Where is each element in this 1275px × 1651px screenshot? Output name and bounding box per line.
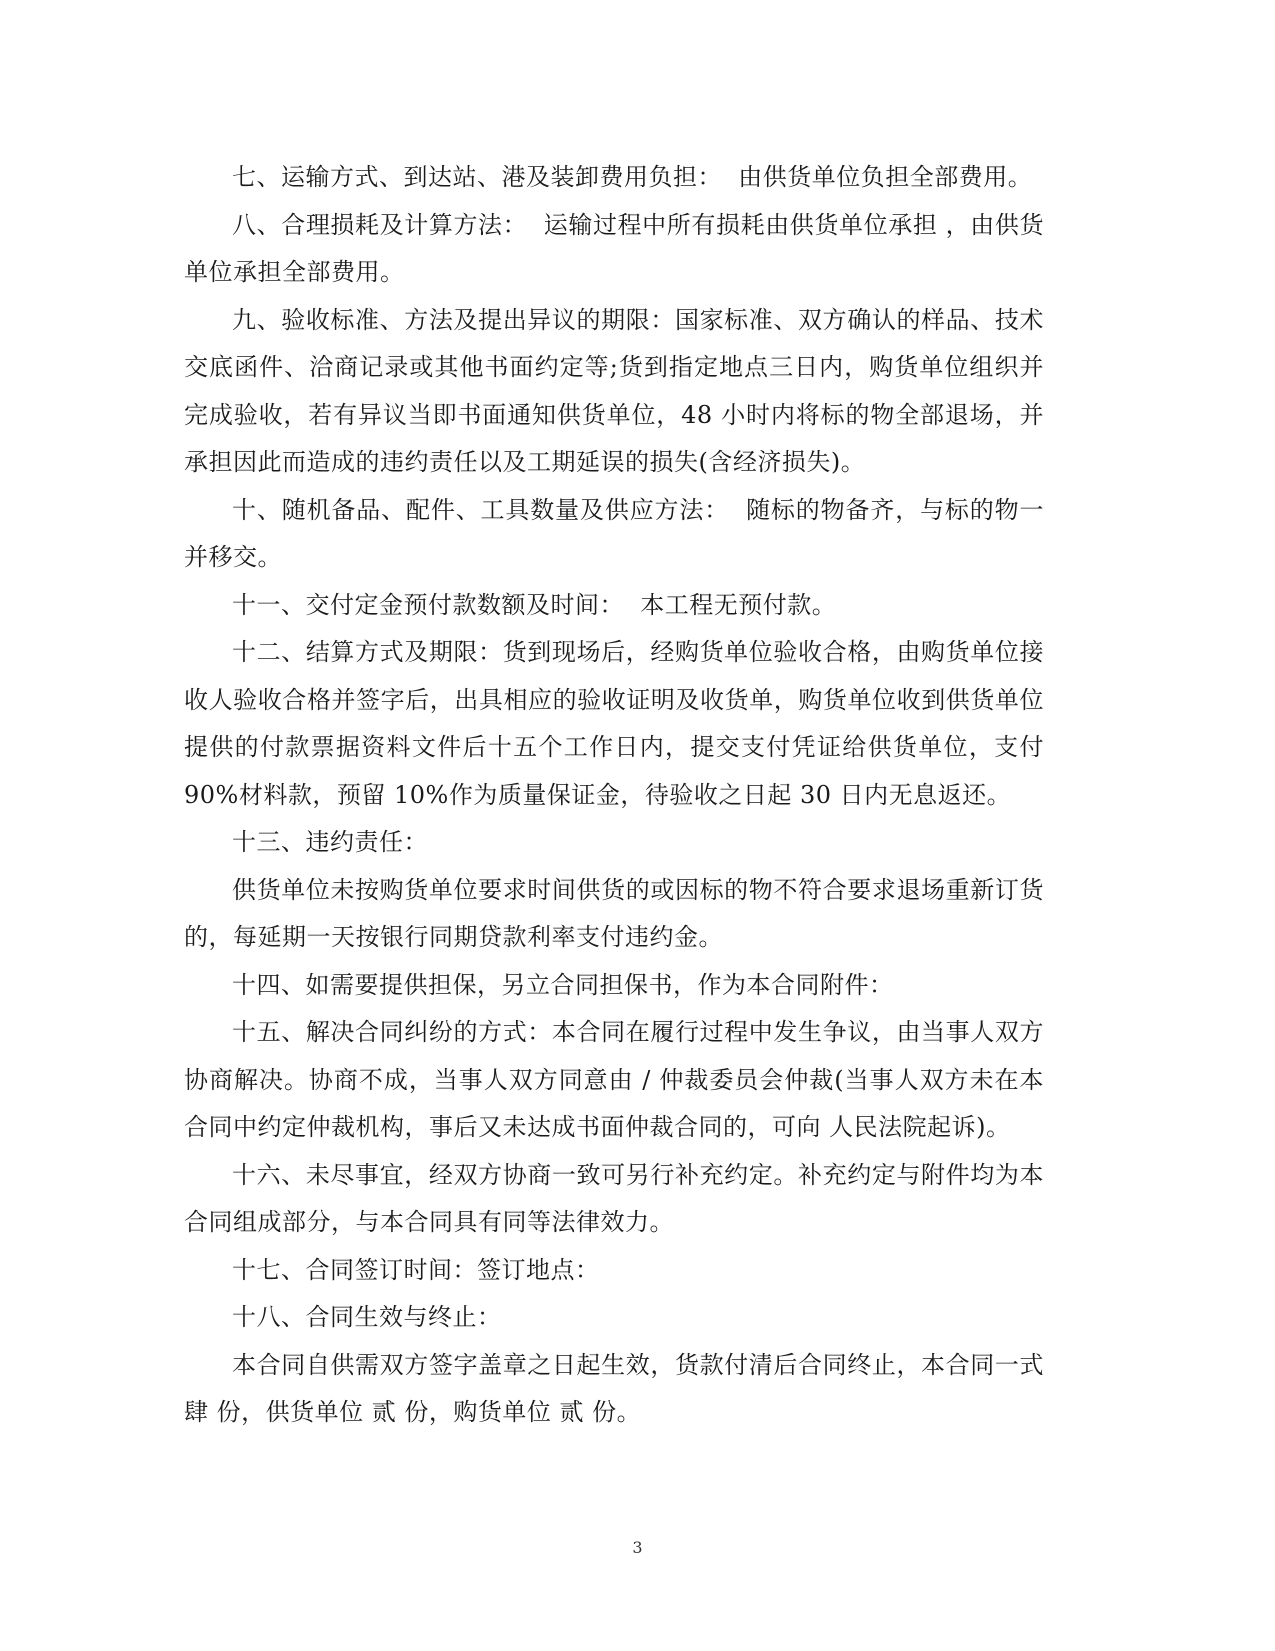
- clause-11-deposit: 十一、交付定金预付款数额及时间： 本工程无预付款。: [232, 590, 837, 619]
- clause-18-effect: 本合同自供需双方签字盖章之日起生效，货款付清后合同终止，本合同一式肆 份，供货单位 贰 份，购货单位 贰 份。: [184, 1350, 1044, 1426]
- clause-7-transport: 七、运输方式、到达站、港及装卸费用负担： 由供货单位负担全部费用。: [232, 163, 1033, 191]
- clause-9-acceptance: 九、验收标准、方法及提出异议的期限：国家标准、双方确认的样品、技术交底函件、洽商记录或其他书面约定等;货到指定地点三日内，购货单位组织并完成验收，若有异议当即书面通知供货单位，48 小时内将标的物全部退场，并承担因此而造成的违约责任以及工期延误的损失(含经济损失)。: [184, 305, 1044, 476]
- clause-13-liability: 供货单位未按购货单位要求时间供货的或因标的物不符合要求退场重新订货的，每延期一天按银行同期贷款利率支付违约金。: [184, 875, 1044, 951]
- clause-8-loss: 八、合理损耗及计算方法： 运输过程中所有损耗由供货单位承担 ，由供货单位承担全部费用。: [184, 210, 1044, 286]
- clause-13-heading: 十三、违约责任：: [232, 828, 428, 856]
- clause-17-signing: 十七、合同签订时间：签订地点：: [232, 1255, 600, 1284]
- contract-body: [184, 154, 1053, 1437]
- clause-15-dispute: 十五、解决合同纠纷的方式：本合同在履行过程中发生争议，由当事人双方协商解决。协商不成，当事人双方同意由 / 仲裁委员会仲裁(当事人双方未在本合同中约定仲裁机构，事后又未达成书面仲裁合同的，可向 人民法院起诉)。: [184, 1018, 1044, 1141]
- clause-16-supplement: 十六、未尽事宜，经双方协商一致可另行补充约定。补充约定与附件均为本合同组成部分，与本合同具有同等法律效力。: [184, 1160, 1044, 1236]
- clause-10-spare-parts: 十、随机备品、配件、工具数量及供应方法： 随标的物备齐，与标的物一并移交。: [184, 495, 1044, 571]
- clause-18-heading: 十八、合同生效与终止：: [232, 1303, 502, 1331]
- page-number: 3: [632, 1538, 643, 1557]
- clause-12-settlement: 十二、结算方式及期限：货到现场后，经购货单位验收合格，由购货单位接收人验收合格并签字后，出具相应的验收证明及收货单，购货单位收到供货单位提供的付款票据资料文件后十五个工作日内，提交支付凭证给供货单位，支付 90%材料款，预留 10%作为质量保证金，待验收之日起 30 日内无息返还。: [184, 638, 1053, 809]
- clause-14-guarantee: 十四、如需要提供担保，另立合同担保书，作为本合同附件：: [232, 970, 894, 999]
